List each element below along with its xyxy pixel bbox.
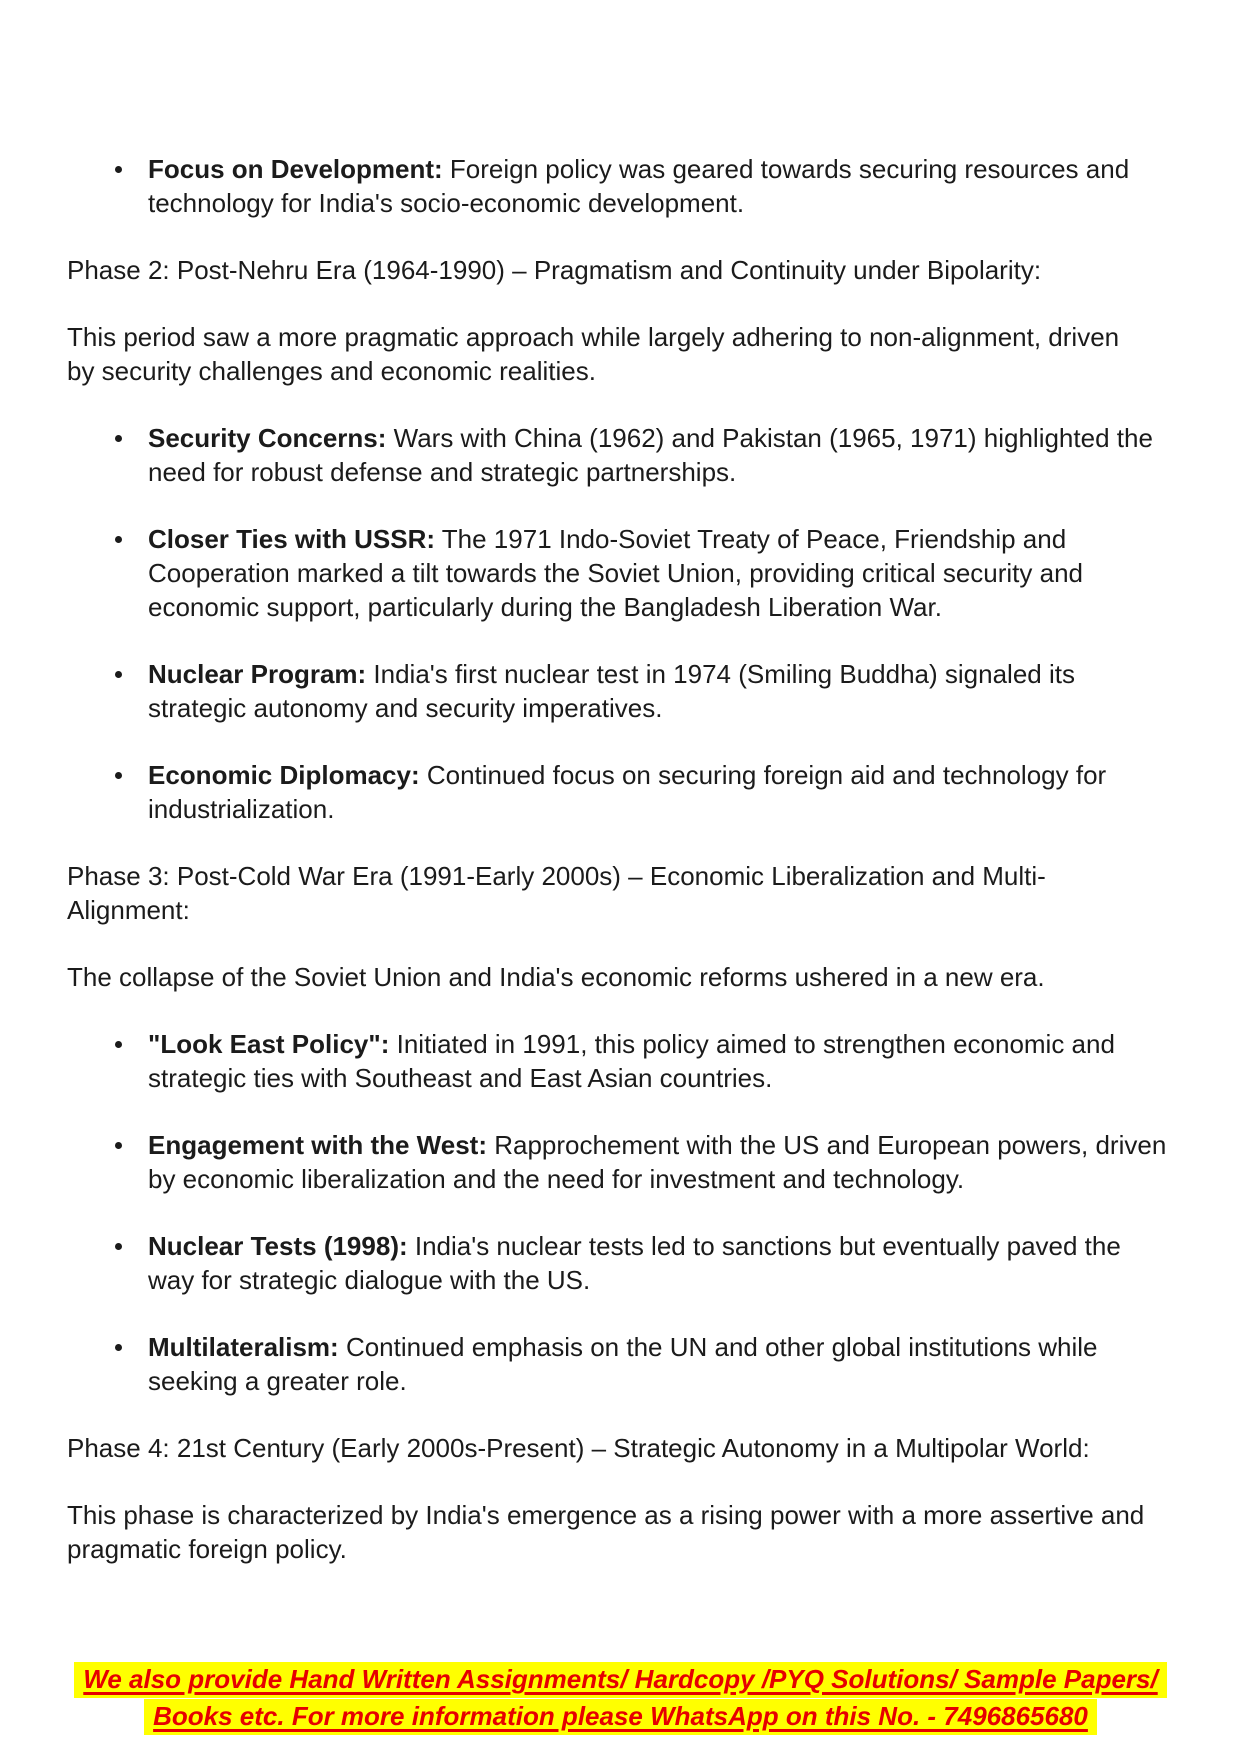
- bullet-icon: [115, 772, 122, 779]
- text-line: by economic liberalization and the need for investment and technology.: [148, 1164, 965, 1194]
- text-line: need for robust defense and strategic partnerships.: [148, 457, 737, 487]
- text-line: "Look East Policy": Initiated in 1991, this policy aimed to strengthen economic and: [148, 1029, 1115, 1059]
- bullet-lead: Nuclear Tests (1998):: [148, 1231, 408, 1261]
- text-line: seeking a greater role.: [148, 1366, 407, 1396]
- bullet-lead: Nuclear Program:: [148, 659, 367, 689]
- document-body: [67, 152, 1177, 1566]
- paragraph: [67, 1498, 1177, 1566]
- paragraph: [67, 320, 1177, 388]
- footer-line: [0, 1699, 1241, 1735]
- text-line: Economic Diplomacy: Continued focus on securing foreign aid and technology for: [148, 760, 1107, 790]
- text-line: This phase is characterized by India's emergence as a rising power with a more assertive and: [67, 1500, 1145, 1530]
- text-line: Closer Ties with USSR: The 1971 Indo-Soviet Treaty of Peace, Friendship and: [148, 524, 1067, 554]
- promo-footer: [0, 1662, 1241, 1736]
- bullet-item: [67, 152, 1177, 220]
- bullet-lead: Focus on Development:: [148, 154, 443, 184]
- bullet-item: [67, 1027, 1177, 1095]
- paragraph: [67, 1431, 1177, 1465]
- bullet-item: [67, 421, 1177, 489]
- text-line: strategic ties with Southeast and East Asian countries.: [148, 1063, 773, 1093]
- bullet-item: [67, 1330, 1177, 1398]
- footer-line: [0, 1662, 1241, 1698]
- bullet-item: [67, 522, 1177, 624]
- paragraph: [67, 960, 1177, 994]
- bullet-item: [67, 1229, 1177, 1297]
- bullet-item: [67, 1128, 1177, 1196]
- text-line: Phase 4: 21st Century (Early 2000s-Present) – Strategic Autonomy in a Multipolar World:: [67, 1433, 1090, 1463]
- text-line: Engagement with the West: Rapprochement with the US and European powers, driven: [148, 1130, 1167, 1160]
- text-line: Cooperation marked a tilt towards the Soviet Union, providing critical security and: [148, 558, 1084, 588]
- bullet-icon: [115, 1041, 122, 1048]
- text-line: strategic autonomy and security imperatives.: [148, 693, 663, 723]
- bullet-lead: Security Concerns:: [148, 423, 387, 453]
- bullet-lead: Closer Ties with USSR:: [148, 524, 436, 554]
- text-line: Nuclear Tests (1998): India's nuclear tests led to sanctions but eventually paved the: [148, 1231, 1121, 1261]
- text-line: Phase 2: Post-Nehru Era (1964-1990) – Pragmatism and Continuity under Bipolarity:: [67, 255, 1042, 285]
- text-line: This period saw a more pragmatic approach while largely adhering to non-alignment, driven: [67, 322, 1120, 352]
- bullet-lead: Engagement with the West:: [148, 1130, 487, 1160]
- text-line: way for strategic dialogue with the US.: [148, 1265, 591, 1295]
- paragraph: [67, 253, 1177, 287]
- bullet-icon: [115, 1344, 122, 1351]
- bullet-icon: [115, 1142, 122, 1149]
- footer-highlight-text: We also provide Hand Written Assignments/ Hardcopy /PYQ Solutions/ Sample Papers/: [74, 1662, 1166, 1698]
- text-line: The collapse of the Soviet Union and India's economic reforms ushered in a new era.: [67, 962, 1045, 992]
- bullet-icon: [115, 435, 122, 442]
- text-line: Alignment:: [67, 895, 190, 925]
- paragraph: [67, 859, 1177, 927]
- bullet-lead: "Look East Policy":: [148, 1029, 390, 1059]
- text-line: industrialization.: [148, 794, 335, 824]
- text-line: Security Concerns: Wars with China (1962) and Pakistan (1965, 1971) highlighted the: [148, 423, 1153, 453]
- text-line: technology for India's socio-economic development.: [148, 188, 745, 218]
- bullet-icon: [115, 166, 122, 173]
- bullet-icon: [115, 1243, 122, 1250]
- bullet-icon: [115, 671, 122, 678]
- bullet-lead: Economic Diplomacy:: [148, 760, 420, 790]
- text-line: Phase 3: Post-Cold War Era (1991-Early 2000s) – Economic Liberalization and Multi-: [67, 861, 1046, 891]
- bullet-item: [67, 657, 1177, 725]
- bullet-item: [67, 758, 1177, 826]
- footer-highlight-text: Books etc. For more information please WhatsApp on this No. - 7496865680: [144, 1699, 1097, 1735]
- text-line: economic support, particularly during the Bangladesh Liberation War.: [148, 592, 942, 622]
- text-line: Nuclear Program: India's first nuclear test in 1974 (Smiling Buddha) signaled its: [148, 659, 1075, 689]
- text-line: by security challenges and economic realities.: [67, 356, 596, 386]
- text-line: pragmatic foreign policy.: [67, 1534, 347, 1564]
- bullet-icon: [115, 536, 122, 543]
- text-line: Focus on Development: Foreign policy was geared towards securing resources and: [148, 154, 1130, 184]
- bullet-lead: Multilateralism:: [148, 1332, 339, 1362]
- text-line: Multilateralism: Continued emphasis on the UN and other global institutions while: [148, 1332, 1098, 1362]
